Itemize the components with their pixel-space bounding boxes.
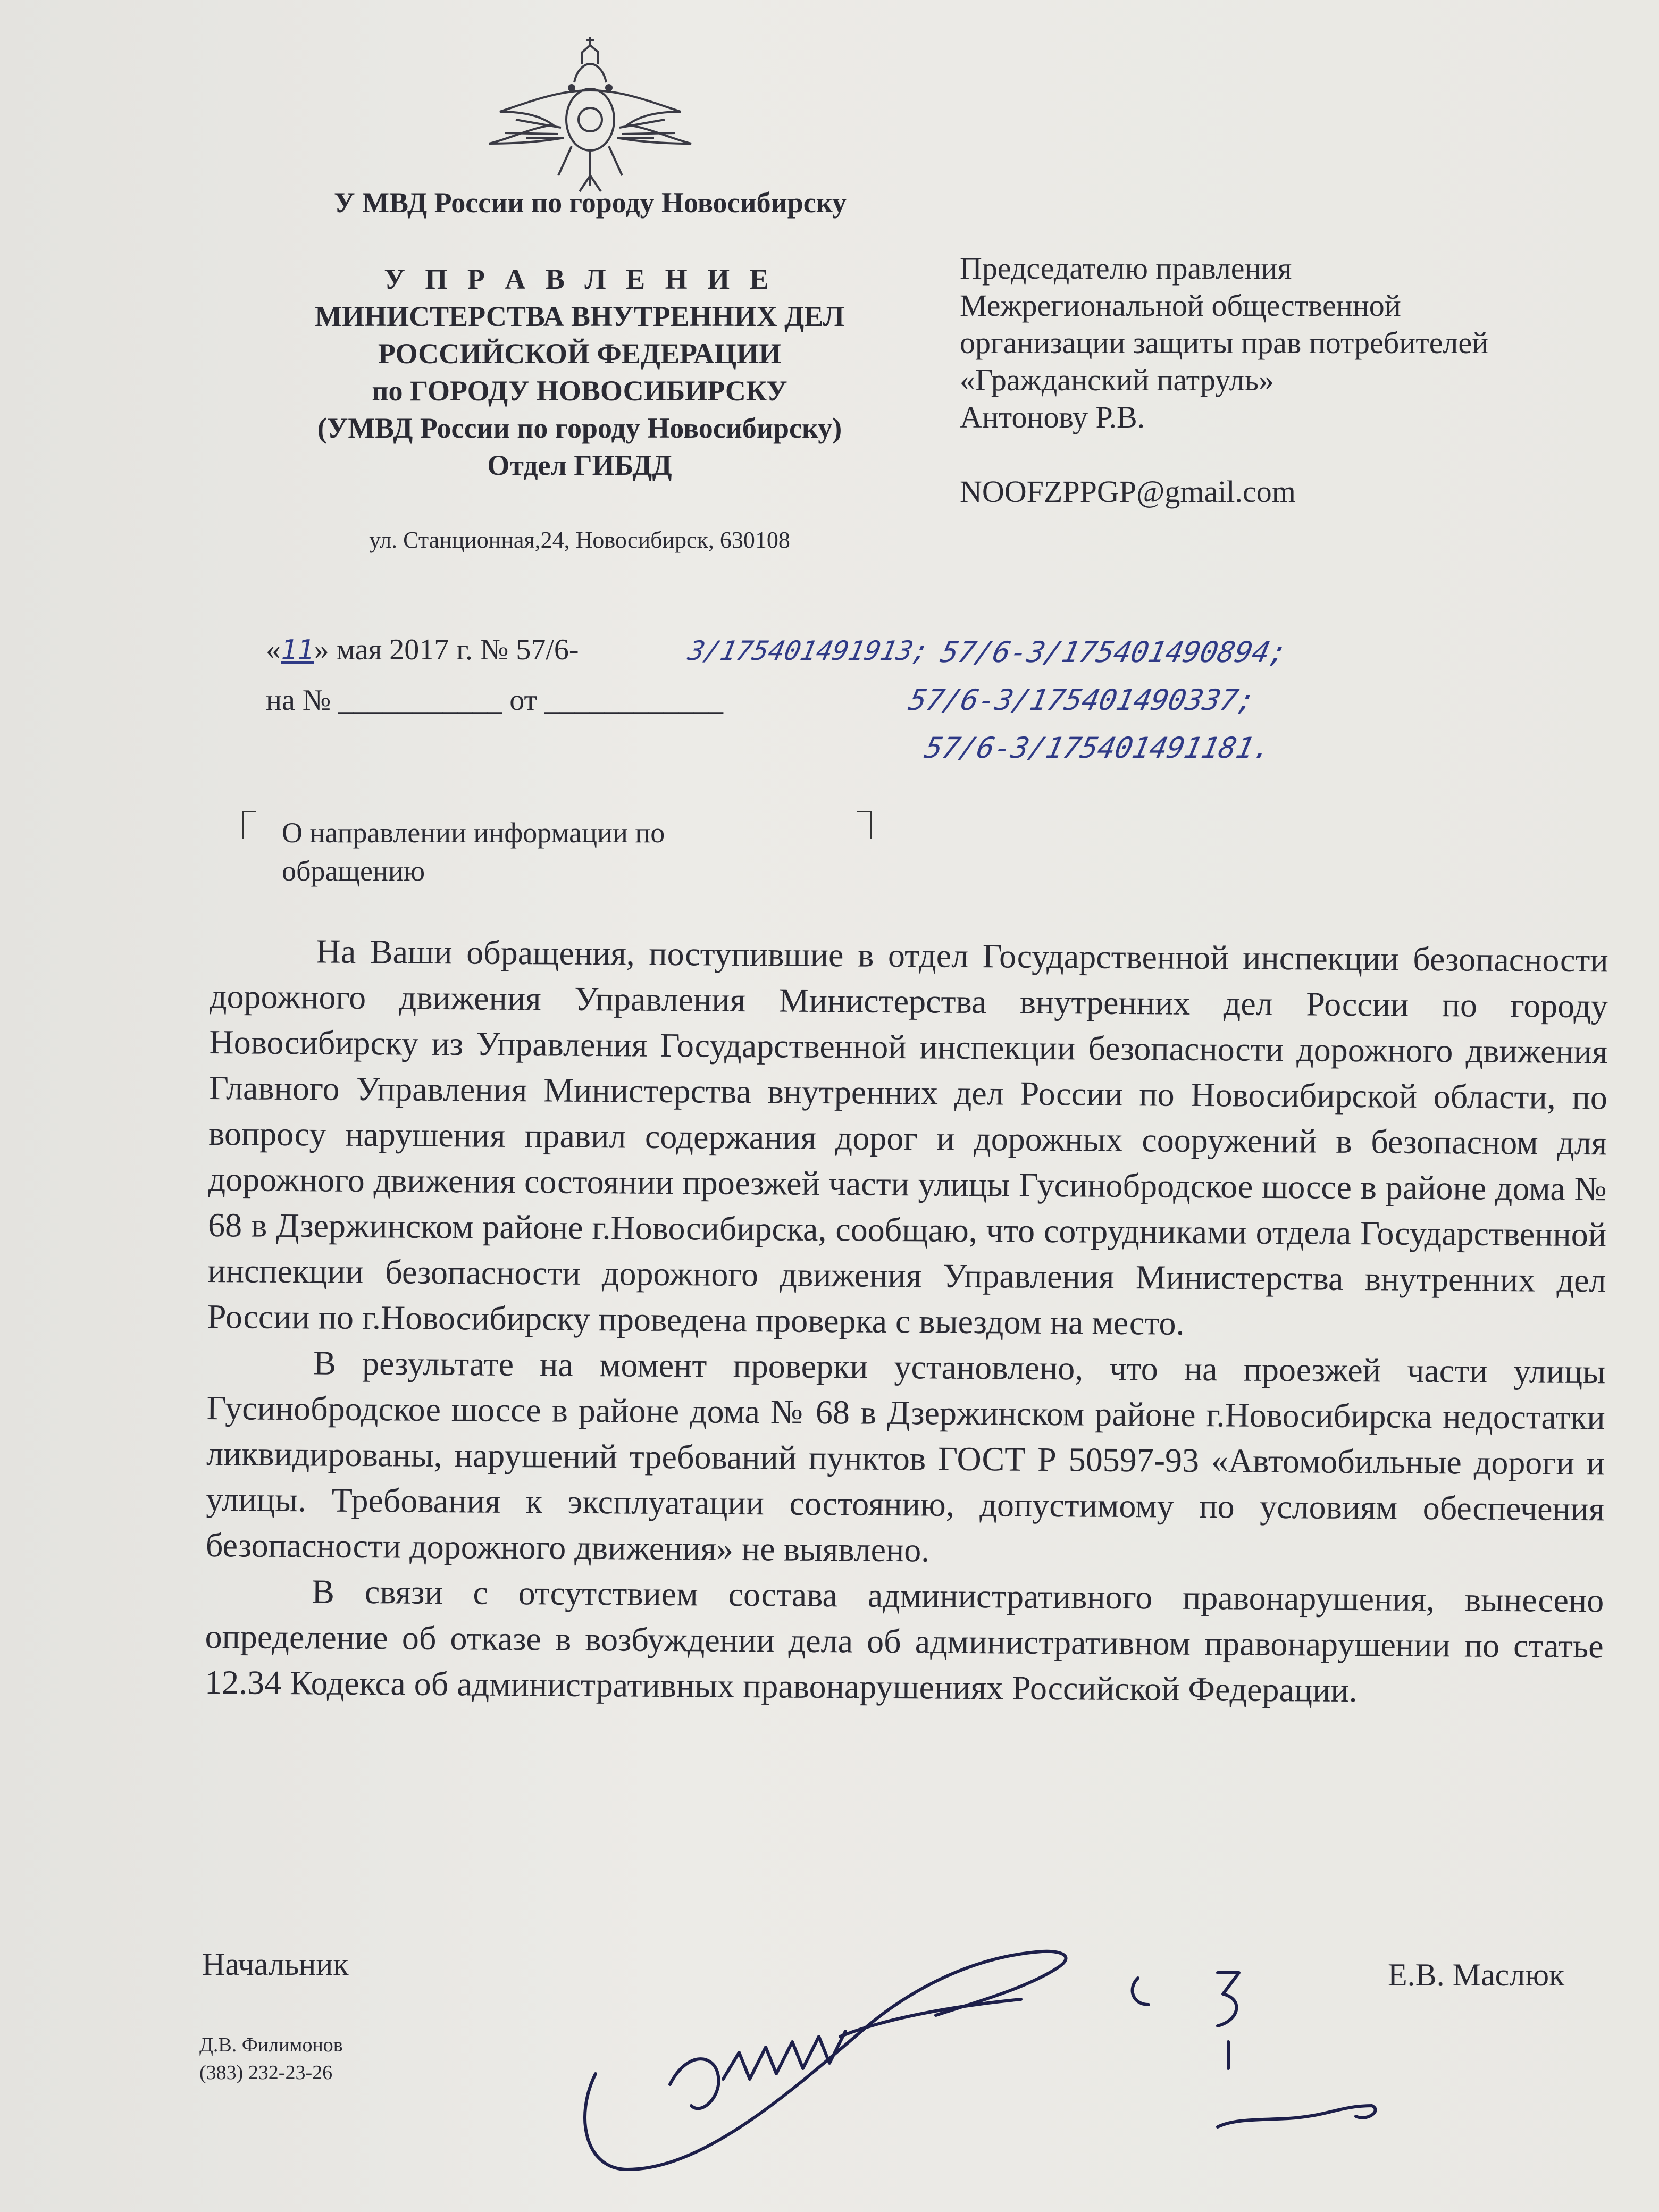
handwritten-number-2: 57/6-3/175401490894; xyxy=(937,635,1291,669)
subject-bracket-right xyxy=(857,811,872,839)
subject-line-2: обращению xyxy=(282,855,425,887)
handwritten-number-1: 3/175401491913; xyxy=(685,635,932,666)
subject-line-1: О направлении информации по xyxy=(282,817,665,849)
org-line-5: (УМВД России по городу Новосибирску) xyxy=(317,412,842,444)
org-short-name: У МВД России по городу Новосибирску xyxy=(333,187,847,219)
addressee-line-3: организации защиты прав потребителей xyxy=(960,325,1489,360)
letter-body xyxy=(205,928,1608,1715)
addressee-line-5: Антонову Р.В. xyxy=(960,400,1145,434)
addressee-line-4: «Гражданский патруль» xyxy=(960,363,1274,397)
body-paragraph-3: В связи с отсутствием состава административного правонарушения, вынесено определение об отказе в возбуждении дела об административном правонарушении по статье 12.34 Кодекса об административных правонарушениях Российской Федерации. xyxy=(204,1572,1604,1710)
org-line-1: У П Р А В Л Е Н И Е xyxy=(384,263,775,295)
date-day-handwritten: 11 xyxy=(281,634,314,666)
handwritten-number-3: 57/6-3/175401490337; xyxy=(906,683,1259,717)
handwritten-signature-icon xyxy=(564,1893,1414,2191)
handwritten-number-4: 57/6-3/175401491181. xyxy=(921,731,1275,765)
subject-block xyxy=(282,814,665,890)
addressee-block xyxy=(960,250,1651,510)
org-full-name xyxy=(213,261,946,484)
executor-block xyxy=(199,2031,343,2087)
date-rest: » мая 2017 г. № 57/6- xyxy=(314,633,579,666)
date-open-quote: « xyxy=(266,633,281,666)
subject-bracket-left xyxy=(242,811,256,839)
body-paragraph-1: На Ваши обращения, поступившие в отдел Государственной инспекции безопасности дорожного движения Управления Министерства внутренних дел России по городу Новосибирску из Управления Государственной инспекции безопасности дорожного движения Главного Управления Министерства внутренних дел России по Новосибирской области, по вопросу нарушения правил содержания дорог и дорожных сооружений в безопасном для дорожного движения состоянии проезжей части улицы Гусинобродское шоссе в районе дома № 68 в Дзержинском районе г.Новосибирска, сообщаю, что сотрудниками отдела Государственной инспекции безопасности дорожного движения Управления Министерства внутренних дел России по г.Новосибирску проведена проверка с выездом на место. xyxy=(207,932,1608,1342)
executor-name: Д.В. Филимонов xyxy=(199,2034,343,2056)
mvd-emblem-icon xyxy=(452,32,728,202)
signatory-title: Начальник xyxy=(202,1947,349,1982)
body-paragraph-2: В результате на момент проверки установлено, что на проезжей части улицы Гусинобродское шоссе в районе дома № 68 в Дзержинском районе г.Новосибирска недостатки ликвидированы, нарушений требований пунктов ГОСТ Р 50597-93 «Автомобильные дороги и улицы. Требования к эксплуатации состоянию, допустимому по условиям обеспечения безопасности дорожного движения» не выявлено. xyxy=(205,1344,1606,1569)
addressee-email: NOOFZPPGP@gmail.com xyxy=(960,474,1296,509)
addressee-line-1: Председателю правления xyxy=(960,251,1292,286)
org-line-3: РОССИЙСКОЙ ФЕДЕРАЦИИ xyxy=(378,338,782,370)
org-line-6: Отдел ГИБДД xyxy=(487,449,672,481)
reply-reference-line: на № ___________ от ____________ xyxy=(266,684,723,717)
addressee-line-2: Межрегиональной общественной xyxy=(960,288,1401,323)
org-line-4: по ГОРОДУ НОВОСИБИРСКУ xyxy=(372,375,787,407)
signatory-name: Е.В. Маслюк xyxy=(1388,1957,1565,1992)
letter-date-number xyxy=(266,633,579,667)
org-line-2: МИНИСТЕРСТВА ВНУТРЕННИХ ДЕЛ xyxy=(315,300,844,332)
org-address: ул. Станционная,24, Новосибирск, 630108 xyxy=(369,527,790,553)
executor-phone: (383) 232-23-26 xyxy=(199,2062,333,2084)
